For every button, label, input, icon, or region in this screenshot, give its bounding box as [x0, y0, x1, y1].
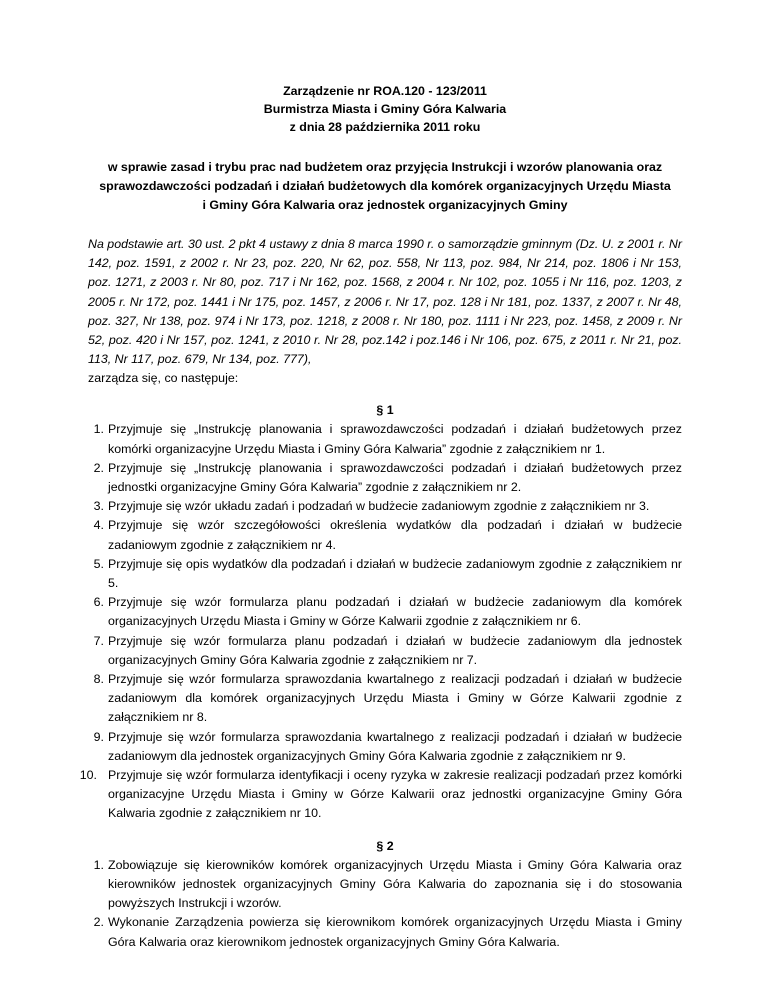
list-item: [88, 420, 682, 458]
list-item: [88, 913, 682, 951]
item-text: Przyjmuje się „Instrukcję planowania i sprawozdawczości podzadań i działań budżetowych przez komórki organizacyjne Urzędu Miasta i Gminy Góra Kalwaria” zgodnie z załącznikiem nr 1.: [108, 422, 682, 456]
item-number: 4.: [93, 518, 104, 533]
list-item: [88, 670, 682, 728]
item-text: Przyjmuje się wzór formularza planu podzadań i działań w budżecie zadaniowym dla jednostek organizacyjnych Gminy Góra Kalwaria zgodnie z załącznikiem nr 7.: [108, 633, 682, 667]
ordinance-issuer: Burmistrza Miasta i Gminy Góra Kalwaria: [263, 102, 507, 116]
item-text: Przyjmuje się wzór formularza planu podzadań i działań w budżecie zadaniowym dla komórek organizacyjnych Urzędu Miasta i Gminy w Górze Kalwarii zgodnie z załącznikiem nr 6.: [108, 595, 682, 629]
item-number: 2.: [93, 460, 104, 475]
item-text: Przyjmuje się wzór formularza sprawozdania kwartalnego z realizacji podzadań i działań w budżecie zadaniowym dla komórek organizacyjnych Urzędu Miasta i Gminy w Górze Kalwarii zgodnie z załącznikiem nr 8.: [108, 672, 682, 725]
list-item: [88, 856, 682, 914]
item-number: 2.: [93, 915, 104, 930]
item-text: Przyjmuje się wzór układu zadań i podzadań w budżecie zadaniowym zgodnie z załącznikiem nr 3.: [108, 499, 650, 514]
section-1-list: [79, 420, 682, 823]
legal-basis: Na podstawie art. 30 ust. 2 pkt 4 ustawy z dnia 8 marca 1990 r. o samorządzie gminnym (Dz. U. z 2001 r. Nr 142, poz. 1591, z 2002 r. Nr 23, poz. 220, Nr 62, poz. 558, Nr 113, poz. 984, Nr 214, poz. 1806 i Nr 153, poz. 1271, z 2003 r. Nr 80, poz. 717 i Nr 162, poz. 1568, z 2004 r. Nr 102, poz. 1055 i Nr 116, poz. 1203, z 2005 r. Nr 172, poz. 1441 i Nr 175, poz. 1457, z 2006 r. Nr 17, poz. 128 i Nr 181, poz. 1337, z 2007 r. Nr 48, poz. 327, Nr 138, poz. 974 i Nr 173, poz. 1218, z 2008 r. Nr 180, poz. 1111 i Nr 223, poz. 1458, z 2009 r. Nr 52, poz. 420 i Nr 157, poz. 1241, z 2010 r. Nr 28, poz.142 i poz.146 i Nr 106, poz. 675, z 2011 r. Nr 21, poz. 113, Nr 117, poz. 679, Nr 134, poz. 777),: [88, 237, 682, 367]
subject-line: i Gminy Góra Kalwaria oraz jednostek organizacyjnych Gminy: [202, 198, 568, 212]
list-item: [88, 497, 682, 516]
item-text: Zobowiązuje się kierowników komórek organizacyjnych Urzędu Miasta i Gminy Góra Kalwaria oraz kierowników jednostek organizacyjnych Gminy Góra Kalwaria do zapoznania się i do stosowania powyższych Instrukcji i wzorów.: [108, 857, 682, 911]
document-page: [79, 82, 682, 952]
ordinance-date: z dnia 28 października 2011 roku: [289, 120, 481, 134]
decree-statement: zarządza się, co następuje:: [88, 371, 239, 386]
item-text: Przyjmuje się „Instrukcję planowania i sprawozdawczości podzadań i działań budżetowych przez jednostki organizacyjne Gminy Góra Kalwaria” zgodnie z załącznikiem nr 2.: [108, 460, 682, 495]
item-number: 9.: [93, 729, 104, 744]
item-text: Przyjmuje się wzór szczegółowości określenia wydatków dla podzadań i działań w budżecie zadaniowym zgodnie z załącznikiem nr 4.: [108, 518, 682, 552]
item-number: 8.: [93, 672, 104, 687]
item-number: 1.: [93, 422, 104, 437]
item-text: Przyjmuje się wzór formularza sprawozdania kwartalnego z realizacji podzadań i działań w budżecie zadaniowym dla jednostek organizacyjnych Gminy Góra Kalwaria zgodnie z załącznikiem nr 9.: [108, 729, 682, 763]
list-item: [88, 593, 682, 631]
item-number: 3.: [93, 499, 104, 514]
item-text: Przyjmuje się wzór formularza identyfikacji i oceny ryzyka w zakresie realizacji podzadań przez komórki organizacyjne Urzędu Miasta i Gminy w Górze Kalwarii oraz jednostki organizacyjne Gminy Góra Kalwaria zgodnie z załącznikiem nr 10.: [108, 768, 682, 821]
item-number: 10.: [79, 768, 97, 783]
item-number: 6.: [93, 595, 104, 610]
list-item: [88, 632, 682, 670]
ordinance-subject: [88, 158, 682, 215]
ordinance-number: Zarządzenie nr ROA.120 - 123/2011: [283, 84, 487, 98]
subject-line: sprawozdawczości podzadań i działań budżetowych dla komórek organizacyjnych Urzędu Miasta: [99, 179, 671, 193]
document-header: [88, 82, 682, 136]
item-number: 5.: [93, 556, 104, 571]
section-1-title: § 1: [376, 403, 394, 418]
section-2-list: [88, 856, 682, 952]
subject-line: w sprawie zasad i trybu prac nad budżetem oraz przyjęcia Instrukcji i wzorów planowania oraz: [107, 160, 663, 174]
item-text: Wykonanie Zarządzenia powierza się kierownikom komórek organizacyjnych Urzędu Miasta i Gminy Góra Kalwaria oraz kierownikom jednostek organizacyjnych Gminy Góra Kalwaria.: [108, 915, 682, 949]
item-text: Przyjmuje się opis wydatków dla podzadań i działań w budżecie zadaniowym zgodnie z załącznikiem nr 5.: [108, 556, 682, 591]
item-number: 1.: [93, 857, 104, 872]
list-item: [88, 516, 682, 554]
list-item: [88, 728, 682, 766]
section-2-title: § 2: [376, 838, 394, 853]
item-number: 7.: [93, 633, 104, 648]
list-item: [88, 459, 682, 497]
list-item: [88, 555, 682, 593]
list-item: [79, 766, 682, 824]
